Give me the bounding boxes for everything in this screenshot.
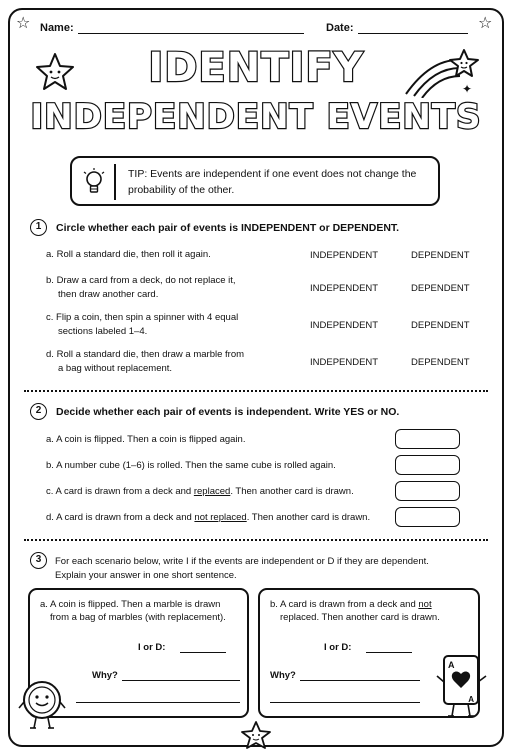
why-label-a: Why?: [92, 670, 118, 681]
name-label: Name:: [40, 22, 74, 34]
playing-card-mascot-icon: [434, 652, 490, 722]
section1-item-c: c. Flip a coin, then spin a spinner with 4 equal sections labeled 1–4.: [46, 312, 239, 337]
section2-item-d: d. A card is drawn from a deck and not replaced. Then another card is drawn.: [46, 512, 371, 523]
why-line-a-1[interactable]: [122, 680, 240, 681]
answer-box-a[interactable]: [395, 429, 460, 449]
sparkle-icon: ✦: [462, 82, 473, 96]
question-number-1: 1: [30, 219, 47, 236]
section-divider: [24, 390, 488, 392]
section2-item-a: a. A coin is flipped. Then a coin is flipped again.: [46, 434, 246, 445]
date-label: Date:: [326, 22, 354, 34]
answer-box-c[interactable]: [395, 481, 460, 501]
section1-item-b: b. Draw a card from a deck, do not replace it, then draw another card.: [46, 275, 236, 300]
tip-divider: [114, 164, 116, 200]
why-line-a-2[interactable]: [76, 702, 240, 703]
card-rank: A: [448, 660, 455, 670]
ior-line-a[interactable]: [180, 652, 226, 653]
answer-box-d[interactable]: [395, 507, 460, 527]
section3-instruction: For each scenario below, write I if the events are independent or D if they are dependent. Explain your answer in one short sentence.: [55, 556, 429, 581]
question-number-2: 2: [30, 403, 47, 420]
option-independent-d[interactable]: INDEPENDENT: [310, 357, 379, 368]
name-field[interactable]: [40, 22, 304, 34]
date-field[interactable]: [326, 22, 468, 34]
coin-mascot-icon: [18, 676, 66, 732]
corner-star-icon: ☆: [478, 15, 493, 32]
ior-label-a: I or D:: [138, 642, 166, 653]
title-line-1: IDENTIFY: [148, 45, 364, 91]
bottom-star-icon: [240, 720, 272, 750]
option-independent-a[interactable]: INDEPENDENT: [310, 250, 379, 261]
option-dependent-a[interactable]: DEPENDENT: [411, 250, 470, 261]
card-rank: A: [468, 695, 474, 704]
ior-label-b: I or D:: [324, 642, 352, 653]
why-label-b: Why?: [270, 670, 296, 681]
option-dependent-c[interactable]: DEPENDENT: [411, 320, 470, 331]
section1-item-d: d. Roll a standard die, then draw a marble from a bag without replacement.: [46, 349, 245, 374]
scenario-a-text: a. A coin is flipped. Then a marble is drawn from a bag of marbles (with replacement).: [40, 599, 226, 623]
option-independent-b[interactable]: INDEPENDENT: [310, 283, 379, 294]
section1-instruction: Circle whether each pair of events is INDEPENDENT or DEPENDENT.: [56, 222, 400, 234]
tip-box: [70, 156, 440, 206]
lightbulb-icon: [82, 167, 106, 197]
name-line[interactable]: [78, 24, 304, 34]
why-line-b-2[interactable]: [270, 702, 420, 703]
section-divider: [24, 539, 488, 541]
ior-line-b[interactable]: [366, 652, 412, 653]
scenario-b-text: b. A card is drawn from a deck and not replaced. Then another card is drawn.: [270, 599, 440, 623]
answer-box-b[interactable]: [395, 455, 460, 475]
section1-item-a: a. Roll a standard die, then roll it again.: [46, 249, 211, 260]
question-number-3: 3: [30, 552, 47, 569]
why-line-b-1[interactable]: [300, 680, 420, 681]
section2-instruction: Decide whether each pair of events is independent. Write YES or NO.: [56, 406, 400, 418]
date-line[interactable]: [358, 24, 468, 34]
section2-item-b: b. A number cube (1–6) is rolled. Then the same cube is rolled again.: [46, 460, 336, 471]
section2-item-c: c. A card is drawn from a deck and replaced. Then another card is drawn.: [46, 486, 354, 497]
corner-star-icon: ☆: [16, 15, 31, 32]
option-dependent-d[interactable]: DEPENDENT: [411, 357, 470, 368]
title-line-2: INDEPENDENT EVENTS: [30, 97, 482, 137]
tip-text: TIP: Events are independent if one event does not change the probability of the other.: [128, 168, 417, 196]
option-independent-c[interactable]: INDEPENDENT: [310, 320, 379, 331]
option-dependent-b[interactable]: DEPENDENT: [411, 283, 470, 294]
